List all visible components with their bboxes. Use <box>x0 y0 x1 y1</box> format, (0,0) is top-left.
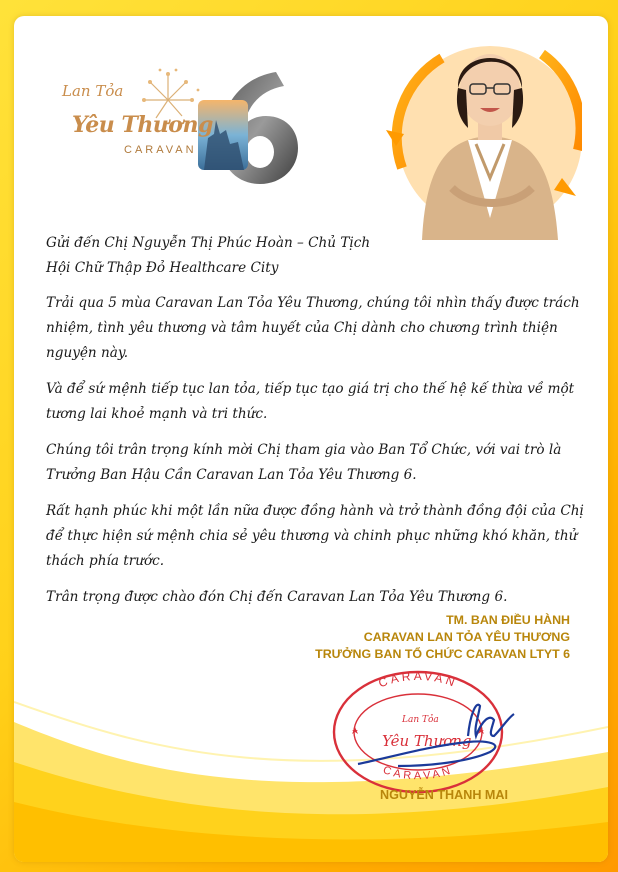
greeting <box>46 231 586 281</box>
paragraph-2: Và để sứ mệnh tiếp tục lan tỏa, tiếp tục tạo giá trị cho thế hệ kế thừa về một tương lai khoẻ mạnh và tri thức. <box>46 381 575 422</box>
logo-edition-number <box>58 72 59 73</box>
official-stamp <box>318 666 518 794</box>
greeting-line-2: Hội Chữ Thập Đỏ Healthcare City <box>46 260 279 276</box>
letter-body <box>46 231 586 621</box>
stamp-script-small: Lan Tỏa <box>402 715 439 725</box>
greeting-line-1: Gửi đến Chị Nguyễn Thị Phúc Hoàn – Chủ Tịch <box>46 235 371 251</box>
stamp-star-left <box>352 727 358 734</box>
logo-script-small: Lan Tỏa <box>62 82 124 100</box>
paragraph-4: Rất hạnh phúc khi một lần nữa được đồng hành và trở thành đồng đội của Chị để thực hiện sứ mệnh chia sẻ yêu thương và chinh phục những khó khăn, thử thách phía trước. <box>46 503 584 569</box>
letter-card <box>14 16 608 862</box>
signature-line-3: TRƯỞNG BAN TỔ CHỨC CARAVAN LTYT 6 <box>315 647 570 661</box>
portrait-photo <box>382 18 582 240</box>
signature-titles <box>270 612 570 663</box>
logo-brand-word: CARAVAN <box>124 144 197 156</box>
svg-text:CARAVAN <box>381 764 454 782</box>
paragraph-3: Chúng tôi trân trọng kính mời Chị tham gia vào Ban Tổ Chức, với vai trò là Trưởng Ban Hậu Cần Caravan Lan Tỏa Yêu Thương 6. <box>46 442 562 483</box>
svg-text:CARAVAN <box>377 669 460 690</box>
stamp-script-large: Yêu Thương <box>382 732 472 750</box>
signature-line-1: TM. BAN ĐIỀU HÀNH <box>446 613 570 627</box>
paragraph-5: Trân trọng được chào đón Chị đến Caravan Lan Tỏa Yêu Thương 6. <box>46 589 508 605</box>
signature-line-2: CARAVAN LAN TỎA YÊU THƯƠNG <box>363 630 570 644</box>
logo-script-large: Yêu Thương <box>72 112 213 138</box>
signer-name: NGUYỄN THANH MAI <box>379 788 509 802</box>
paragraph-1: Trải qua 5 mùa Caravan Lan Tỏa Yêu Thương, chúng tôi nhìn thấy được trách nhiệm, tình yêu thương và tâm huyết của Chị dành cho chương trình thiện nguyện này. <box>46 295 580 361</box>
stamp-top-text: CARAVAN <box>376 668 460 691</box>
stamp-bottom-text: CARAVAN <box>381 764 455 783</box>
logo-text <box>58 72 218 182</box>
